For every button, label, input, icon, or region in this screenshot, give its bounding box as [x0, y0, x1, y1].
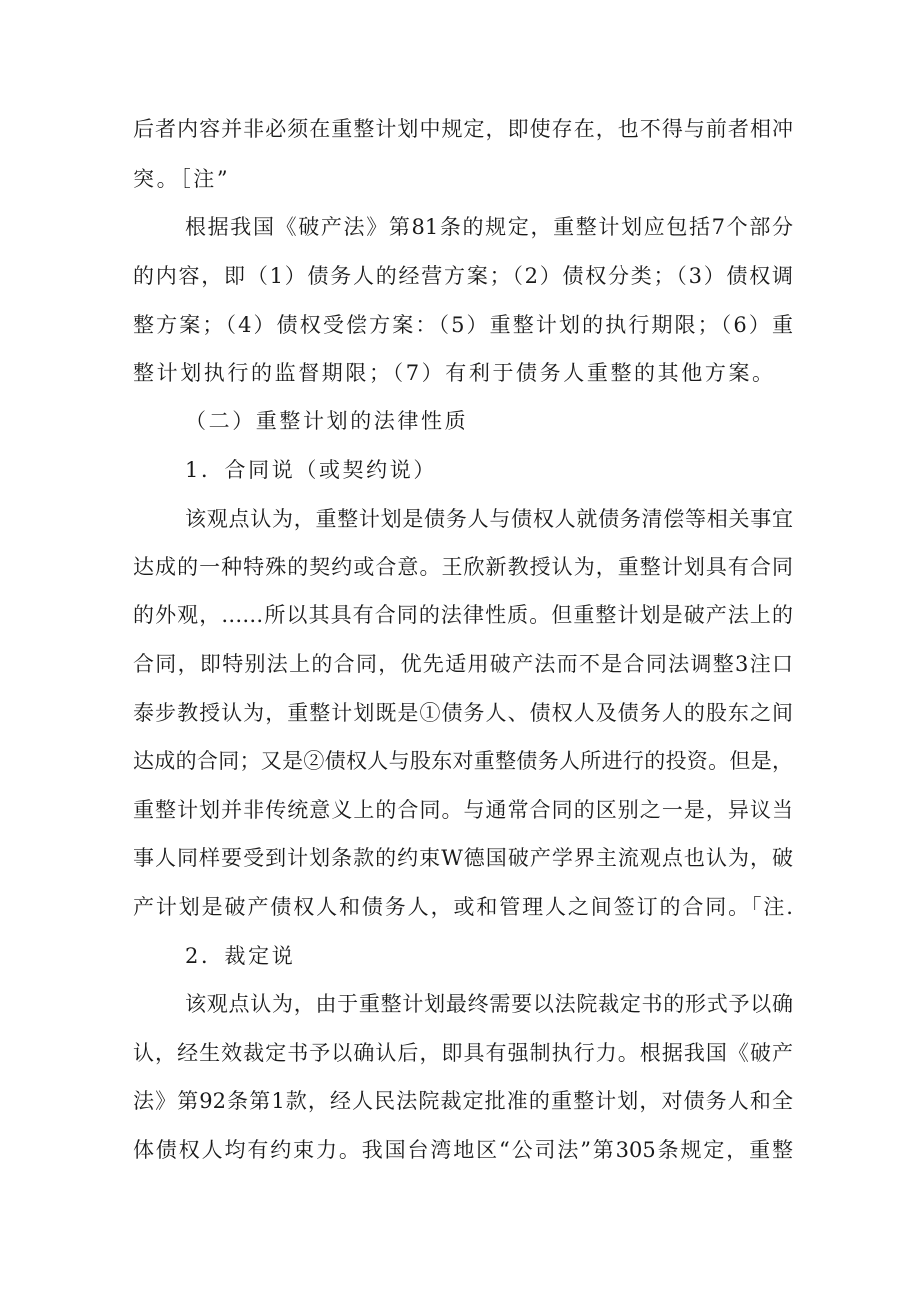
text-line: 的内容，即（1）债务人的经营方案；（2）债权分类；（3）债权调 [133, 264, 793, 288]
subsection-heading: 2．裁定说 [185, 944, 296, 968]
text-line: 整计划执行的监督期限；（7）有利于债务人重整的其他方案。 [133, 361, 776, 385]
text-line: 认，经生效裁定书予以确认后，即具有强制执行力。根据我国《破产 [133, 1041, 793, 1065]
text-line: 产计划是破产债权人和债务人，或和管理人之间签订的合同。｢注. [133, 895, 793, 919]
text-line: 突。［注” [133, 167, 231, 191]
text-line: 达成的合同；又是②债权人与股东对重整债务人所进行的投资。但是， [133, 749, 793, 773]
text-line: 后者内容并非必须在重整计划中规定，即使存在，也不得与前者相冲 [133, 117, 793, 141]
text-line: 的外观，……所以其具有合同的法律性质。但重整计划是破产法上的 [133, 603, 793, 627]
text-line: 该观点认为，由于重整计划最终需要以法院裁定书的形式予以确 [185, 992, 793, 1016]
text-line: 合同，即特别法上的合同，优先适用破产法而不是合同法调整3注口 [133, 652, 793, 676]
text-line: 重整计划并非传统意义上的合同。与通常合同的区别之一是，异议当 [133, 798, 793, 822]
text-line: 该观点认为，重整计划是债务人与债权人就债务清偿等相关事宜 [185, 507, 793, 531]
text-line: 法》第92条第1款，经人民法院裁定批准的重整计划，对债务人和全 [133, 1089, 793, 1113]
subsection-heading: 1．合同说（或契约说） [185, 458, 437, 482]
text-line: 整方案；（4）债权受偿方案：（5）重整计划的执行期限；（6）重 [133, 313, 793, 337]
text-line: 泰步教授认为，重整计划既是①债务人、债权人及债务人的股东之间 [133, 701, 793, 725]
section-heading: （二）重整计划的法律性质 [185, 409, 469, 433]
text-line: 根据我国《破产法》第81条的规定，重整计划应包括7个部分 [185, 215, 793, 239]
text-line: 达成的一种特殊的契约或合意。王欣新教授认为，重整计划具有合同 [133, 555, 793, 579]
text-line: 事人同样要受到计划条款的约束W德国破产学界主流观点也认为，破 [133, 846, 793, 870]
text-line: 体债权人均有约束力。我国台湾地区“公司法”第305条规定，重整 [133, 1138, 793, 1162]
